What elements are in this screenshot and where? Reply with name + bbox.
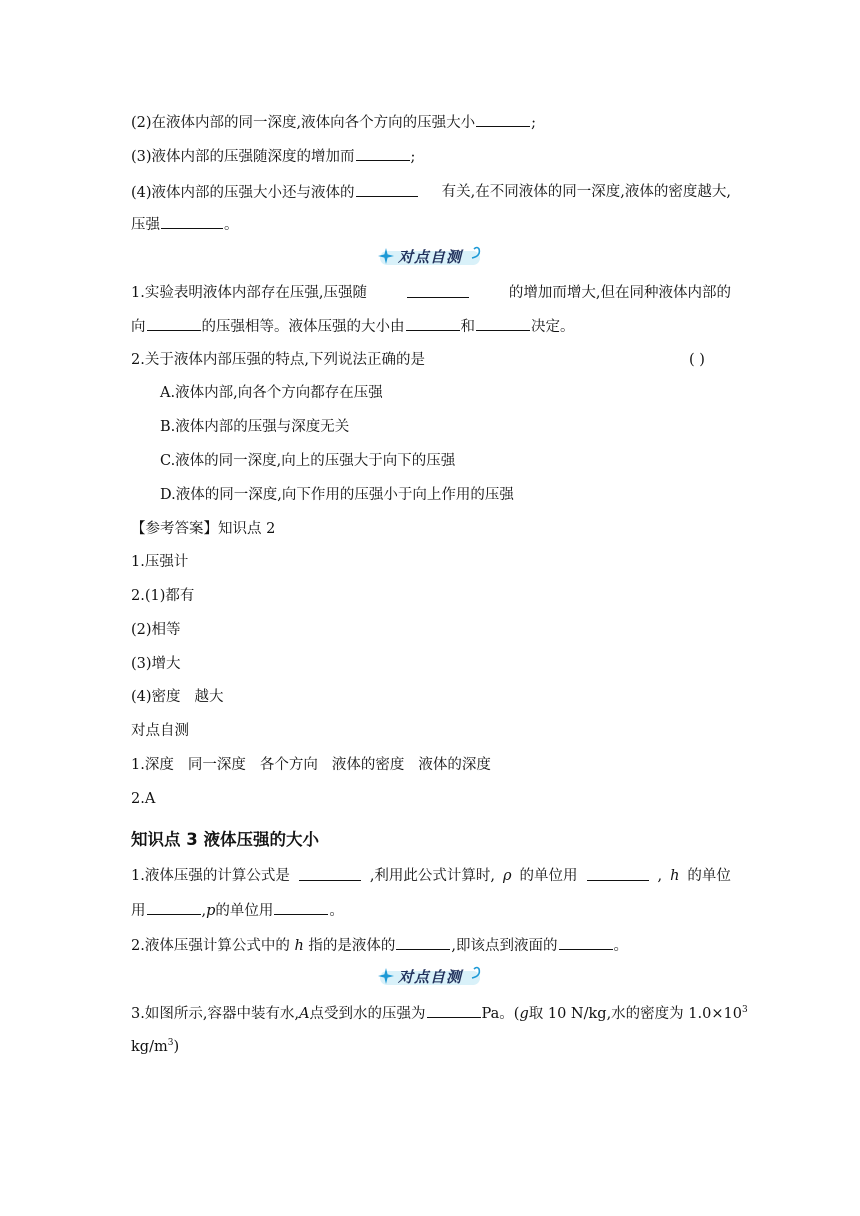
self-test-q2 — [131, 350, 425, 370]
text: ; — [531, 115, 537, 131]
answer-blank[interactable] — [406, 316, 460, 331]
answer-2: 2.(1)都有 — [131, 588, 195, 604]
text: 有关,在不同液体的同一深度,液体的密度越大, — [441, 184, 731, 200]
answer-blank[interactable] — [147, 316, 201, 331]
text: 的单位用 — [519, 868, 578, 884]
text: 2.关于液体内部压强的特点,下列说法正确的是 — [131, 352, 425, 368]
text: 液体的深度 — [418, 757, 491, 773]
text: ,即该点到液面的 — [451, 938, 558, 954]
text: 。 — [613, 938, 629, 954]
text: 1.深度 — [131, 757, 174, 773]
s3-q3-line2 — [131, 1037, 179, 1057]
s3-q1-line2 — [131, 900, 344, 921]
answer-4: (3)增大 — [131, 656, 181, 672]
text: 取 10 N/kg,水的密度为 1.0×10 — [528, 1006, 742, 1022]
text: 1.液体压强的计算公式是 — [131, 868, 290, 884]
text: Pa。( — [481, 1006, 520, 1022]
text: (3)液体内部的压强随深度的增加而 — [131, 149, 355, 165]
text: 各个方向 — [259, 757, 318, 773]
text: kg/m — [131, 1039, 168, 1055]
text: , — [201, 903, 207, 919]
text: 决定。 — [531, 319, 575, 335]
option-b: B.液体内部的压强与深度无关 — [160, 419, 350, 435]
text: 的压强相等。液体压强的大小由 — [201, 319, 405, 335]
answer-blank[interactable] — [147, 900, 201, 915]
text: 2.液体压强计算公式中的 — [131, 938, 290, 954]
text: 压强 — [131, 217, 160, 233]
self-test-badge — [376, 965, 484, 987]
option-a: A.液体内部,向各个方向都存在压强 — [160, 385, 383, 401]
text: ) — [173, 1039, 180, 1055]
answer-paren[interactable]: ( ) — [689, 352, 705, 368]
answer-1: 1.压强计 — [131, 554, 189, 570]
text: 3.如图所示,容器中装有水, — [131, 1006, 300, 1022]
a-symbol: A — [299, 1006, 310, 1022]
answer-blank[interactable] — [356, 146, 410, 161]
text: ,利用此公式计算时, — [369, 868, 496, 884]
s3-q3-line1 — [131, 1003, 748, 1024]
text: 指的是液体的 — [308, 938, 396, 954]
answer-blank[interactable] — [427, 1003, 481, 1018]
text: 。 — [224, 217, 239, 233]
question-line-5 — [131, 214, 239, 235]
h-symbol: h — [670, 868, 680, 884]
section-title: 知识点 3 液体压强的大小 — [131, 830, 319, 849]
answer-blank[interactable] — [161, 214, 223, 229]
text: 的单位 — [687, 868, 731, 884]
text: 。 — [329, 903, 344, 919]
answer-7 — [131, 755, 491, 775]
h-symbol: h — [294, 938, 304, 954]
answer-blank[interactable] — [559, 935, 613, 950]
g-symbol: g — [519, 1006, 529, 1022]
swirl-icon — [469, 966, 483, 980]
answer-blank[interactable] — [356, 182, 418, 197]
swirl-icon — [469, 246, 483, 260]
badge-label: 对点自测 — [397, 968, 462, 986]
badge-label: 对点自测 — [397, 248, 462, 266]
answer-5 — [131, 687, 224, 707]
text: (2)在液体内部的同一深度,液体向各个方向的压强大小 — [131, 115, 476, 131]
text: 点受到水的压强为 — [309, 1006, 426, 1022]
text: 的增加而增大,但在同种液体内部的 — [508, 285, 731, 301]
answer-blank[interactable] — [476, 316, 530, 331]
text: (4)液体内部的压强大小还与液体的 — [131, 185, 355, 201]
text: 1.实验表明液体内部存在压强,压强随 — [131, 285, 367, 301]
text: 越大 — [194, 689, 224, 705]
text: 向 — [131, 319, 146, 335]
superscript: 3 — [741, 1005, 748, 1016]
rho-symbol: ρ — [503, 868, 512, 884]
self-test-q1-line2 — [131, 316, 575, 337]
s3-q2 — [131, 935, 628, 956]
option-d: D.液体的同一深度,向下作用的压强小于向上作用的压强 — [160, 487, 514, 503]
answer-header: 【参考答案】知识点 2 — [131, 521, 276, 537]
question-line-3 — [131, 146, 415, 167]
superscript: 3 — [167, 1038, 174, 1049]
text: , — [657, 868, 663, 884]
answer-8: 2.A — [131, 791, 156, 807]
p-symbol: p — [206, 903, 216, 919]
question-line-4 — [131, 182, 731, 203]
answer-6: 对点自测 — [131, 723, 189, 739]
text: 液体的密度 — [331, 757, 405, 773]
text: 同一深度 — [187, 757, 246, 773]
answer-blank[interactable] — [299, 866, 361, 881]
text: ; — [410, 149, 416, 165]
self-test-badge — [376, 245, 484, 267]
answer-blank[interactable] — [407, 283, 469, 298]
s3-q1-line1 — [131, 866, 731, 886]
answer-blank[interactable] — [476, 112, 530, 127]
text: 用 — [131, 903, 146, 919]
answer-blank[interactable] — [274, 900, 328, 915]
self-test-q1-line1 — [131, 283, 731, 303]
text: (4)密度 — [131, 689, 181, 705]
question-line-2 — [131, 112, 536, 133]
option-c: C.液体的同一深度,向上的压强大于向下的压强 — [160, 453, 456, 469]
answer-3: (2)相等 — [131, 622, 181, 638]
answer-blank[interactable] — [396, 935, 450, 950]
answer-blank[interactable] — [587, 866, 649, 881]
text: 的单位用 — [215, 903, 274, 919]
text: 和 — [460, 319, 475, 335]
